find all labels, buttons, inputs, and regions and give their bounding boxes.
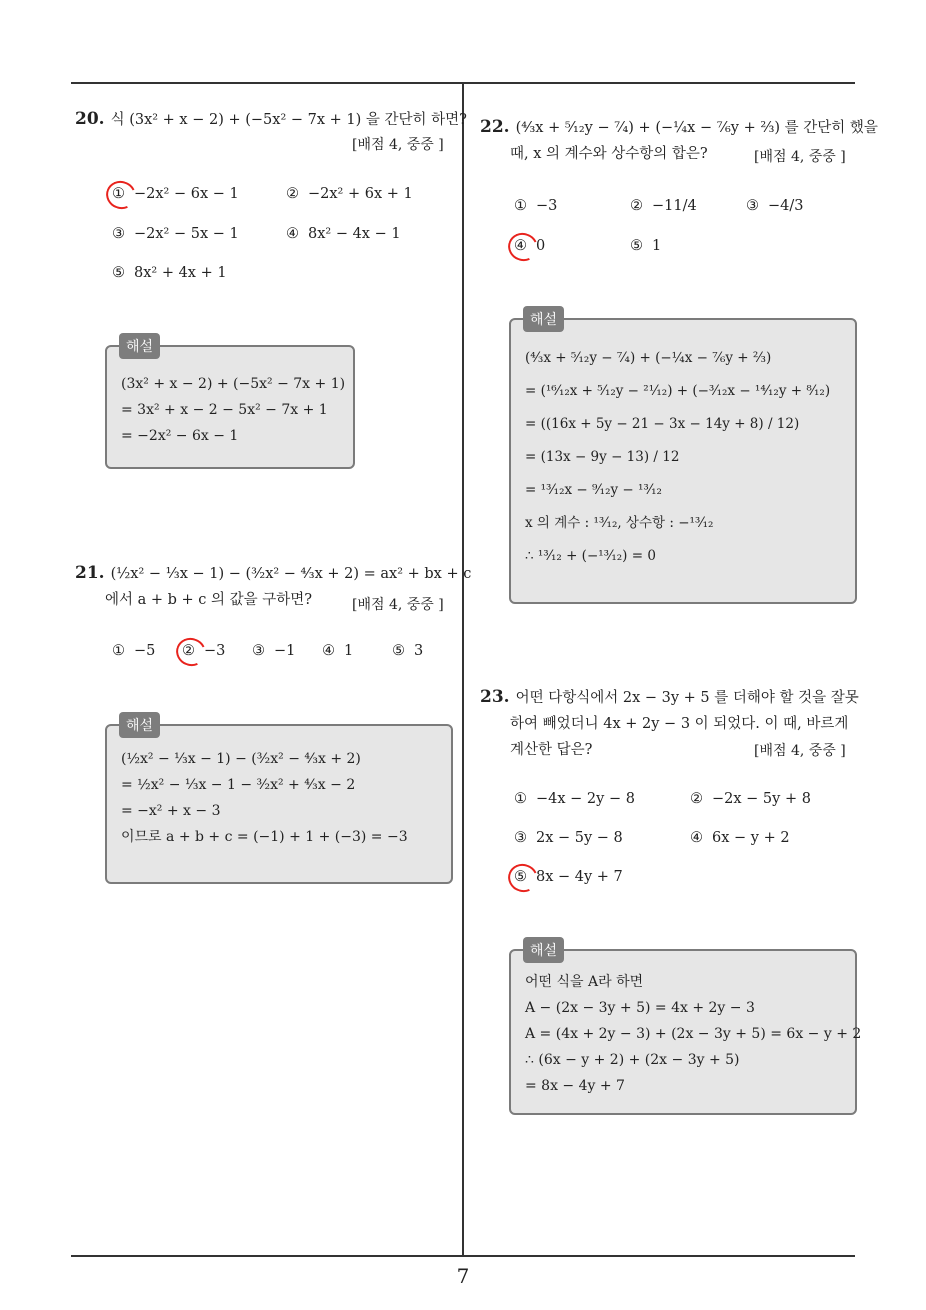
solution-tab: 해설 xyxy=(523,306,564,332)
solution-line: ∴ ¹³⁄₁₂ + (−¹³⁄₁₂) = 0 xyxy=(525,548,656,564)
choice-text: 8x² + 4x + 1 xyxy=(134,265,227,281)
choice-text: 6x − y + 2 xyxy=(712,830,790,846)
solution-line: = 3x² + x − 2 − 5x² − 7x + 1 xyxy=(121,402,328,418)
choice-marker: ③ xyxy=(252,643,265,659)
choice-3[interactable] xyxy=(514,830,623,846)
choice-text: −3 xyxy=(204,643,226,659)
problem-number: 23. xyxy=(480,687,510,707)
choice-text: −4/3 xyxy=(768,198,804,214)
choice-text: −2x − 5y + 8 xyxy=(712,791,811,807)
bottom-rule xyxy=(71,1255,855,1257)
solution-line: ∴ (6x − y + 2) + (2x − 3y + 5) xyxy=(525,1052,740,1068)
choice-1[interactable] xyxy=(112,643,155,659)
choice-marker: ④ xyxy=(286,226,299,242)
choice-2[interactable] xyxy=(182,643,225,659)
solution-box xyxy=(105,345,355,469)
solution-line: = ((16x + 5y − 21 − 3x − 14y + 8) / 12) xyxy=(525,416,800,432)
solution-box xyxy=(509,318,857,604)
choice-2[interactable] xyxy=(690,791,811,807)
choice-text: 0 xyxy=(536,238,546,254)
solution-line: = (13x − 9y − 13) / 12 xyxy=(525,449,680,465)
problem-stem: (⁴⁄₃x + ⁵⁄₁₂y − ⁷⁄₄) + (−¼x − ⁷⁄₆y + ⅔) 를 간단히 했을 xyxy=(515,120,878,136)
problem-20 xyxy=(75,106,467,133)
solution-line: A = (4x + 2y − 3) + (2x − 3y + 5) = 6x − y + 2 xyxy=(525,1026,862,1042)
choice-marker: ③ xyxy=(746,198,759,214)
choice-marker: ③ xyxy=(112,226,125,242)
solution-line: 이므로 a + b + c = (−1) + 1 + (−3) = −3 xyxy=(121,829,408,845)
choice-1[interactable] xyxy=(514,791,635,807)
solution-line: = ½x² − ⅓x − 1 − ³⁄₂x² + ⁴⁄₃x − 2 xyxy=(121,777,356,793)
choice-marker: ⑤ xyxy=(630,238,643,254)
solution-line: (⁴⁄₃x + ⁵⁄₁₂y − ⁷⁄₄) + (−¼x − ⁷⁄₆y + ⅔) xyxy=(525,350,772,366)
problem-stem: 어떤 다항식에서 2x − 3y + 5 를 더해야 할 것을 잘못 xyxy=(515,690,859,706)
solution-line: x 의 계수 : ¹³⁄₁₂, 상수항 : −¹³⁄₁₂ xyxy=(525,515,714,531)
choice-3[interactable] xyxy=(112,226,239,242)
choice-text: −2x² − 5x − 1 xyxy=(134,226,239,242)
problem-meta: [배점 4, 중중 ] xyxy=(352,597,444,613)
choice-marker: ⑤ xyxy=(392,643,405,659)
choice-5[interactable] xyxy=(112,265,227,281)
choice-text: 3 xyxy=(414,643,424,659)
solution-line: (½x² − ⅓x − 1) − (³⁄₂x² − ⁴⁄₃x + 2) xyxy=(121,751,361,767)
choice-5[interactable] xyxy=(514,869,623,885)
choice-text: 2x − 5y − 8 xyxy=(536,830,623,846)
choice-text: −11/4 xyxy=(652,198,697,214)
choice-marker: ① xyxy=(514,791,527,807)
choice-3[interactable] xyxy=(252,643,295,659)
solution-tab: 해설 xyxy=(119,333,160,359)
solution-box xyxy=(509,949,862,1115)
choice-text: 8x² − 4x − 1 xyxy=(308,226,401,242)
choice-1[interactable] xyxy=(112,186,239,202)
solution-line: = −x² + x − 3 xyxy=(121,803,221,819)
problem-meta: [배점 4, 중중 ] xyxy=(754,149,846,165)
choice-marker: ① xyxy=(112,643,125,659)
choice-4[interactable] xyxy=(286,226,401,242)
problem-number: 20. xyxy=(75,109,105,129)
choice-text: −1 xyxy=(274,643,296,659)
choice-4[interactable] xyxy=(514,238,545,254)
problem-stem-line-2: 하여 빼었더니 4x + 2y − 3 이 되었다. 이 때, 바르게 xyxy=(510,716,849,732)
choice-text: −4x − 2y − 8 xyxy=(536,791,635,807)
choice-text: −3 xyxy=(536,198,558,214)
choice-marker: ② xyxy=(690,791,703,807)
problem-number: 22. xyxy=(480,117,510,137)
choice-4[interactable] xyxy=(690,830,790,846)
choice-marker: ② xyxy=(630,198,643,214)
choice-5[interactable] xyxy=(630,238,661,254)
choice-1[interactable] xyxy=(514,198,557,214)
solution-line: = ¹³⁄₁₂x − ⁹⁄₁₂y − ¹³⁄₁₂ xyxy=(525,482,662,498)
problem-stem-line-3: 계산한 답은? xyxy=(510,742,593,758)
problem-stem-line-2: 때, x 의 계수와 상수항의 합은? xyxy=(510,146,708,162)
choice-3[interactable] xyxy=(746,198,804,214)
problem-stem-line-2: 에서 a + b + c 의 값을 구하면? xyxy=(105,592,313,608)
solution-box xyxy=(105,724,453,884)
solution-tab: 해설 xyxy=(119,712,160,738)
problem-stem: (½x² − ⅓x − 1) − (³⁄₂x² − ⁴⁄₃x + 2) = ax² + bx + c xyxy=(110,566,472,582)
choice-text: 1 xyxy=(652,238,662,254)
choice-marker: ① xyxy=(514,198,527,214)
choice-marker: ③ xyxy=(514,830,527,846)
problem-meta: [배점 4, 중중 ] xyxy=(352,137,444,153)
solution-line: = (¹⁶⁄₁₂x + ⁵⁄₁₂y − ²¹⁄₁₂) + (−³⁄₁₂x − ¹⁴⁄₁₂y + ⁸⁄₁₂) xyxy=(525,383,831,399)
choice-marker: ⑤ xyxy=(514,869,536,885)
problem-meta: [배점 4, 중중 ] xyxy=(754,743,846,759)
solution-line: 어떤 식을 A라 하면 xyxy=(525,974,644,990)
choice-text: −2x² − 6x − 1 xyxy=(134,186,239,202)
choice-text: −5 xyxy=(134,643,156,659)
choice-marker: ② xyxy=(286,186,299,202)
solution-line: = −2x² − 6x − 1 xyxy=(121,428,239,444)
choice-marker: ⑤ xyxy=(112,265,125,281)
choice-5[interactable] xyxy=(392,643,423,659)
solution-line: (3x² + x − 2) + (−5x² − 7x + 1) xyxy=(121,376,346,392)
choice-marker: ④ xyxy=(690,830,703,846)
choice-text: 1 xyxy=(344,643,354,659)
solution-tab: 해설 xyxy=(523,937,564,963)
choice-marker: ④ xyxy=(322,643,335,659)
column-divider xyxy=(462,82,464,1257)
problem-stem: 식 (3x² + x − 2) + (−5x² − 7x + 1) 을 간단히 하면? xyxy=(110,112,467,128)
solution-line: = 8x − 4y + 7 xyxy=(525,1078,625,1094)
choice-2[interactable] xyxy=(630,198,697,214)
solution-line: A − (2x − 3y + 5) = 4x + 2y − 3 xyxy=(525,1000,755,1016)
choice-marker: ① xyxy=(112,186,134,202)
choice-text: −2x² + 6x + 1 xyxy=(308,186,413,202)
choice-marker: ④ xyxy=(514,238,536,254)
choice-text: 8x − 4y + 7 xyxy=(536,869,623,885)
choice-2[interactable] xyxy=(286,186,413,202)
choice-4[interactable] xyxy=(322,643,353,659)
choice-marker: ② xyxy=(182,643,204,659)
page-number: 7 xyxy=(456,1264,470,1288)
problem-number: 21. xyxy=(75,563,105,583)
